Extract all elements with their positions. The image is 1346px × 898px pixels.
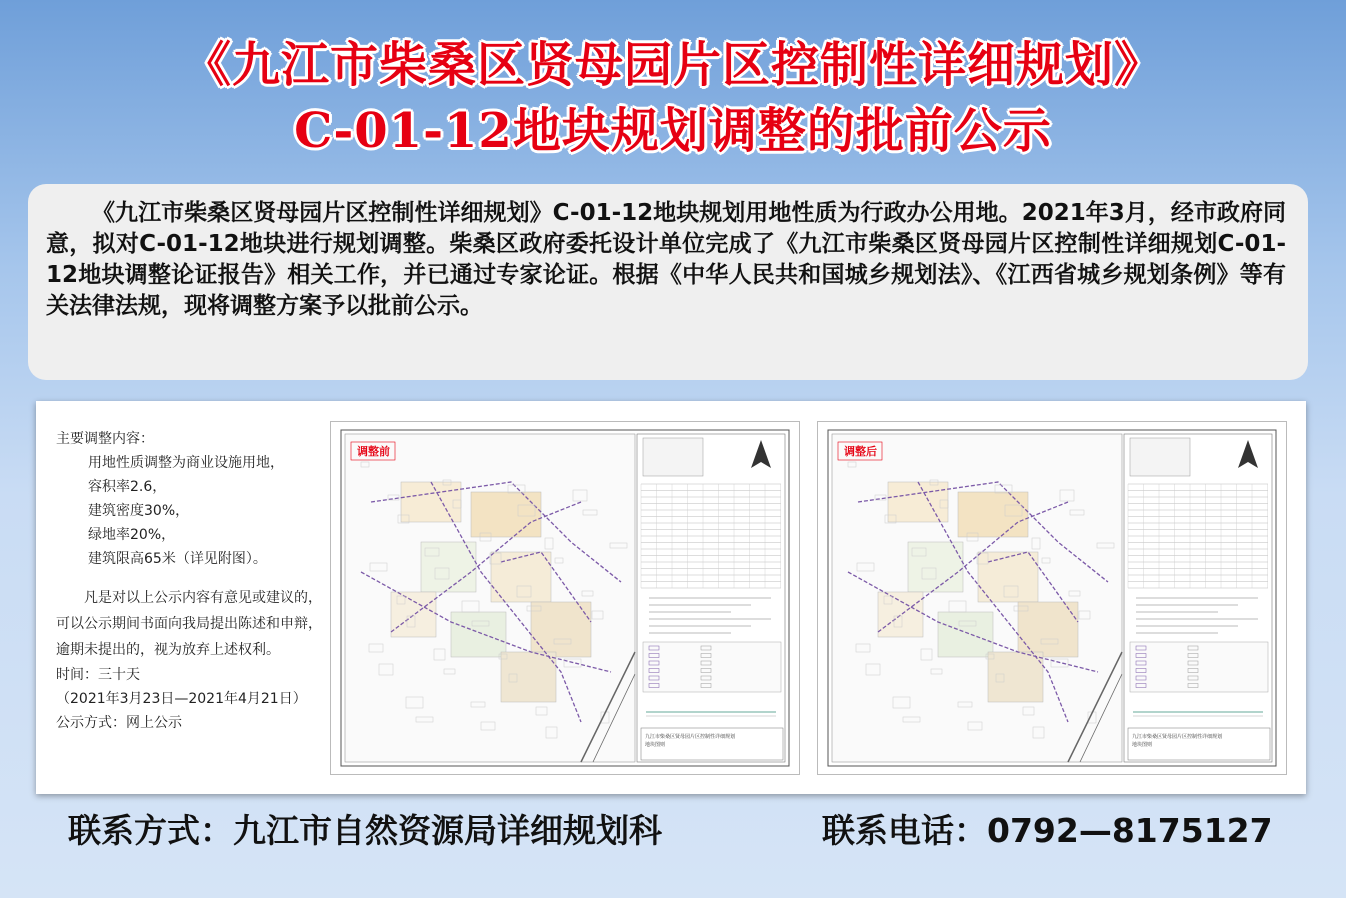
- land-parcel: [938, 612, 993, 657]
- sheet-title: 九江市柴桑区贤母园片区控制性详细规划: [645, 734, 736, 740]
- intro-text: 《九江市柴桑区贤母园片区控制性详细规划》C-01-12地块规划用地性质为行政办公用地。2021年3月，经市政府同意，拟对C-01-12地块进行规划调整。柴桑区政府委托设计单位完成了《九江市柴桑区贤母园片区控制性详细规划C-01-12地块调整论证报告》相关工作，并已通过专家论证。根据《中华人民共和国城乡规划法》、《江西省城乡规划条例》等有关法律法规，现将调整方案予以批前公示。: [46, 200, 1286, 319]
- map-drawing: [832, 434, 1122, 762]
- note-item: 建筑密度30%，: [88, 503, 190, 519]
- note-item: 建筑限高65米（详见附图）。: [88, 551, 267, 567]
- land-parcel: [908, 542, 963, 592]
- land-parcel: [1018, 602, 1078, 657]
- notes-time: 时间：三十天: [56, 667, 140, 683]
- sheet-subtitle: 地块图则: [645, 742, 666, 748]
- map-state-label: 调整前: [357, 445, 390, 458]
- title-line-2: C-01-12地块规划调整的批前公示: [294, 103, 1052, 159]
- sheet-title: 九江市柴桑区贤母园片区控制性详细规划: [1132, 734, 1223, 740]
- land-parcel: [491, 552, 551, 602]
- contact-info: 联系方式：九江市自然资源局详细规划科: [68, 811, 662, 850]
- notes-heading: 主要调整内容：: [56, 431, 154, 447]
- sheet-info-panel: [1124, 434, 1272, 762]
- notice-panel: [36, 401, 1306, 794]
- sheet-subtitle: 地块图则: [1132, 742, 1153, 748]
- map-drawing: [345, 434, 635, 762]
- map-state-label: 调整后: [844, 445, 877, 458]
- note-item: 绿地率20%，: [88, 527, 176, 543]
- note-item: 用地性质调整为商业设施用地，: [88, 455, 284, 471]
- land-parcel: [471, 492, 541, 537]
- sheet-info-panel: [637, 434, 785, 762]
- land-parcel: [401, 482, 461, 522]
- land-parcel: [391, 592, 436, 637]
- map-after: [817, 421, 1287, 775]
- planning-sheet-svg: [331, 422, 799, 774]
- notes-time-range: （2021年3月23日—2021年4月21日）: [56, 691, 307, 707]
- land-parcel: [978, 552, 1038, 602]
- intro-box: [28, 184, 1308, 380]
- notes-paragraph: 凡是对以上公示内容有意见或建议的，可以公示期间书面向我局提出陈述和申辩，逾期未提出的，视为放弃上述权利。: [56, 590, 322, 658]
- land-parcel: [531, 602, 591, 657]
- land-parcel: [958, 492, 1028, 537]
- land-parcel: [878, 592, 923, 637]
- map-before: [330, 421, 800, 775]
- land-parcel: [451, 612, 506, 657]
- contact-phone: 联系电话：0792—8175127: [822, 811, 1273, 850]
- adjustment-notes: [56, 427, 326, 735]
- planning-sheet-svg: [818, 422, 1286, 774]
- land-parcel: [888, 482, 948, 522]
- note-item: 容积率2.6，: [88, 479, 167, 495]
- title-line-1: 《九江市柴桑区贤母园片区控制性详细规划》: [182, 37, 1163, 93]
- notes-method: 公示方式：网上公示: [56, 715, 182, 731]
- land-parcel: [421, 542, 476, 592]
